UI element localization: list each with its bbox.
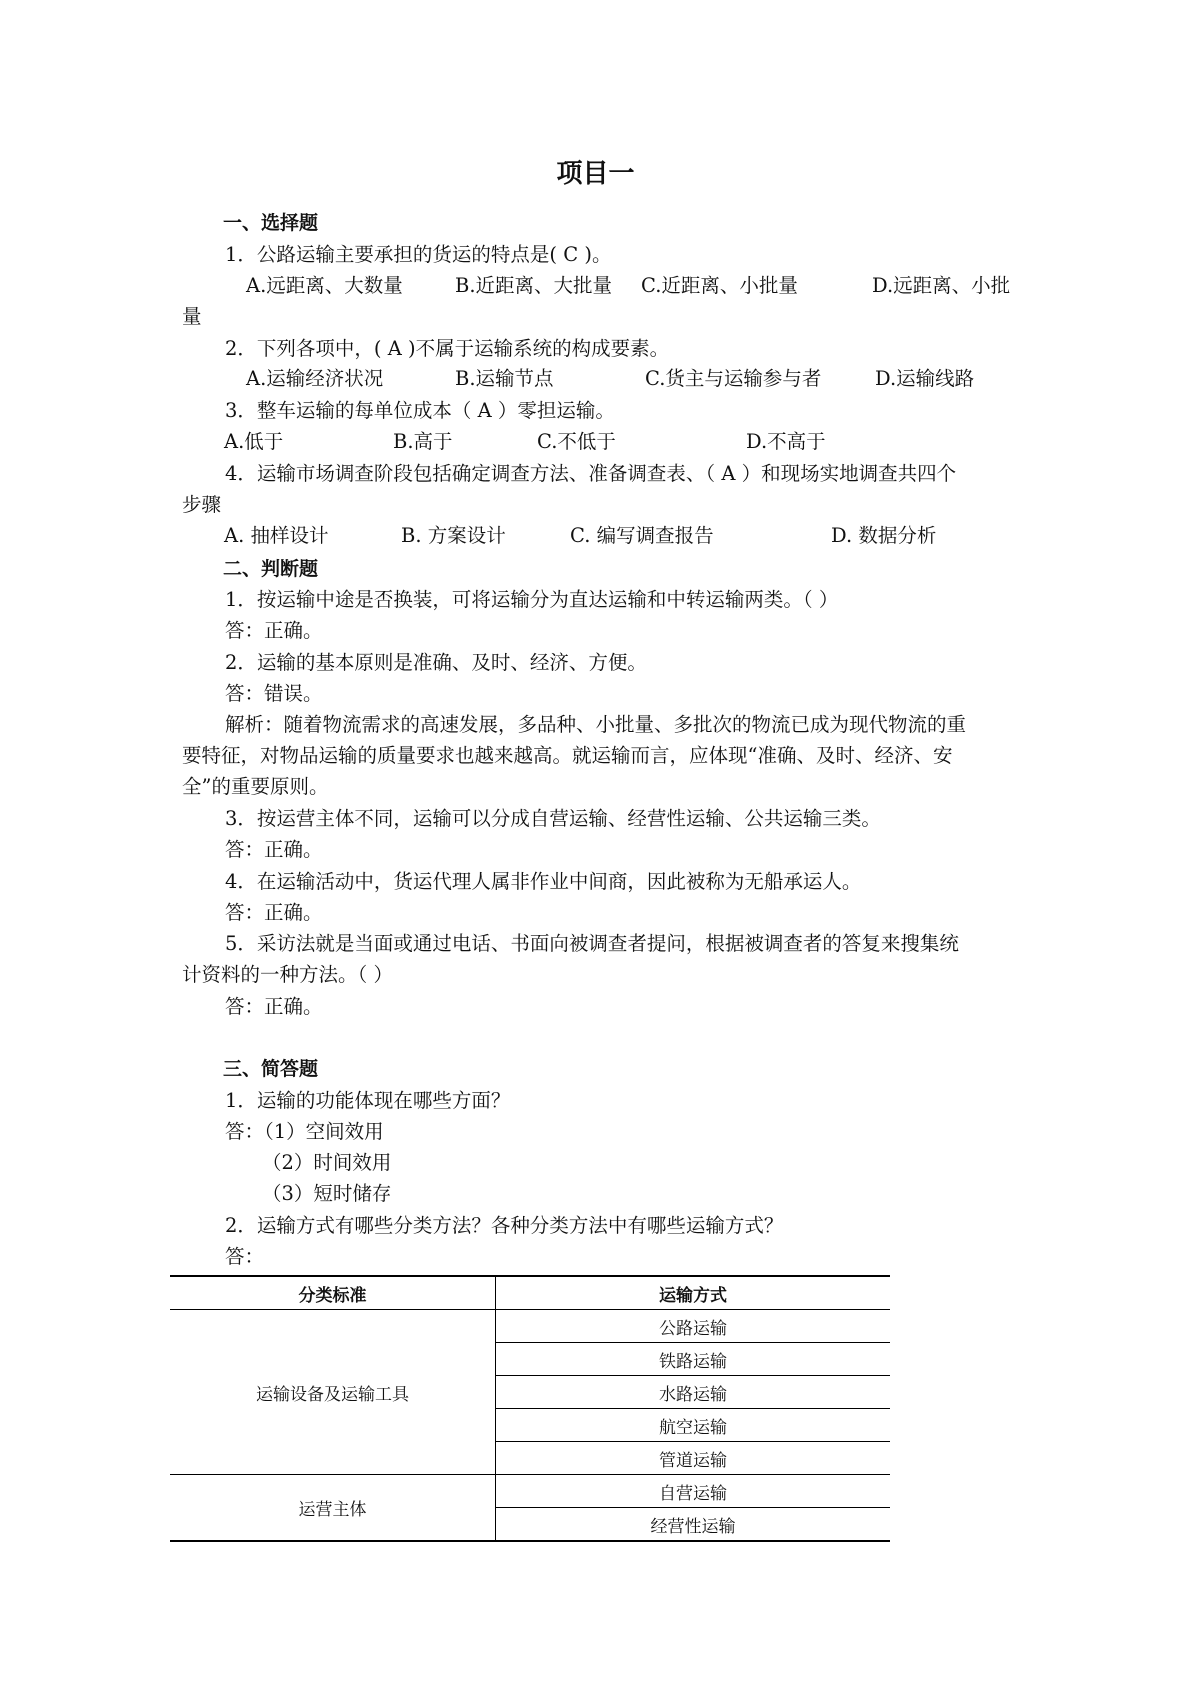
table-cell-mode: 水路运输	[496, 1376, 891, 1409]
classification-table	[170, 1275, 890, 1542]
option-a: A.低于	[224, 430, 284, 453]
analysis-line-1: 解析：随着物流需求的高速发展，多品种、小批量、多批次的物流已成为现代物流的重	[225, 713, 967, 736]
option-d: D.远距离、小批	[872, 274, 1011, 297]
question-1: 1．公路运输主要承担的货运的特点是( C )。	[225, 243, 612, 266]
table-cell-mode: 航空运输	[496, 1409, 891, 1442]
answer-3: 答：正确。	[225, 838, 323, 861]
table-row	[170, 1475, 890, 1508]
option-d-wrap: 量	[182, 305, 202, 328]
option-d: D.不高于	[746, 430, 826, 453]
option-a: A.运输经济状况	[246, 367, 384, 390]
question-2: 2．下列各项中，( A )不属于运输系统的构成要素。	[225, 337, 670, 360]
judgement-3: 3．按运营主体不同，运输可以分成自营运输、经营性运输、公共运输三类。	[225, 807, 881, 830]
short-answer-1-line-2: （2）时间效用	[262, 1151, 392, 1174]
judgement-2: 2．运输的基本原则是准确、及时、经济、方便。	[225, 651, 647, 674]
table-cell-mode: 自营运输	[496, 1475, 891, 1508]
question-4: 4．运输市场调查阶段包括确定调查方法、准备调查表、（ A ）和现场实地调查共四个	[225, 462, 957, 485]
option-a: A. 抽样设计	[224, 524, 329, 547]
option-d: D. 数据分析	[831, 524, 937, 547]
section-heading-short-answer: 三、简答题	[223, 1058, 319, 1080]
answer-5: 答：正确。	[225, 995, 323, 1018]
analysis-line-2: 要特征，对物品运输的质量要求也越来越高。就运输而言，应体现“准确、及时、经济、安	[182, 744, 953, 767]
option-c: C.不低于	[537, 430, 616, 453]
option-b: B.近距离、大批量	[455, 274, 613, 297]
option-c: C. 编写调查报告	[570, 524, 714, 547]
section-heading-judgement: 二、判断题	[223, 558, 319, 580]
analysis-line-3: 全”的重要原则。	[182, 775, 329, 798]
question-3: 3．整车运输的每单位成本（ A ）零担运输。	[225, 399, 615, 422]
table-header-row	[170, 1276, 890, 1310]
short-answer-1-line-1: 答：（1）空间效用	[225, 1120, 384, 1143]
judgement-5-wrap: 计资料的一种方法。（ ）	[182, 963, 393, 986]
judgement-4: 4．在运输活动中，货运代理人属非作业中间商，因此被称为无船承运人。	[225, 870, 862, 893]
option-b: B.运输节点	[455, 367, 554, 390]
option-b: B.高于	[393, 430, 453, 453]
question-4-wrap: 步骤	[182, 493, 222, 516]
page-title: 项目一	[556, 159, 635, 189]
answer-2: 答：错误。	[225, 682, 323, 705]
table-header-mode: 运输方式	[496, 1276, 891, 1310]
option-a: A.远距离、大数量	[246, 274, 403, 297]
table-row	[170, 1310, 890, 1343]
short-answer-2: 答：	[225, 1245, 265, 1268]
short-question-1: 1．运输的功能体现在哪些方面？	[225, 1089, 511, 1112]
section-heading-choice: 一、选择题	[223, 212, 319, 234]
table-header-category: 分类标准	[170, 1276, 496, 1310]
option-c: C.近距离、小批量	[641, 274, 798, 297]
option-b: B. 方案设计	[401, 524, 506, 547]
table-cell-mode: 管道运输	[496, 1442, 891, 1475]
table-cell-category: 运营主体	[170, 1475, 496, 1542]
short-answer-1-line-3: （3）短时储存	[262, 1182, 392, 1205]
option-c: C.货主与运输参与者	[645, 367, 822, 390]
answer-1: 答：正确。	[225, 619, 323, 642]
answer-4: 答：正确。	[225, 901, 323, 924]
judgement-5: 5．采访法就是当面或通过电话、书面向被调查者提问，根据被调查者的答复来搜集统	[225, 932, 959, 955]
short-question-2: 2．运输方式有哪些分类方法？各种分类方法中有哪些运输方式？	[225, 1214, 784, 1237]
table-cell-category: 运输设备及运输工具	[170, 1310, 496, 1475]
table-cell-mode: 铁路运输	[496, 1343, 891, 1376]
judgement-1: 1．按运输中途是否换装，可将运输分为直达运输和中转运输两类。（ ）	[225, 588, 839, 611]
table-cell-mode: 经营性运输	[496, 1508, 891, 1542]
table-cell-mode: 公路运输	[496, 1310, 891, 1343]
option-d: D.运输线路	[875, 367, 975, 390]
